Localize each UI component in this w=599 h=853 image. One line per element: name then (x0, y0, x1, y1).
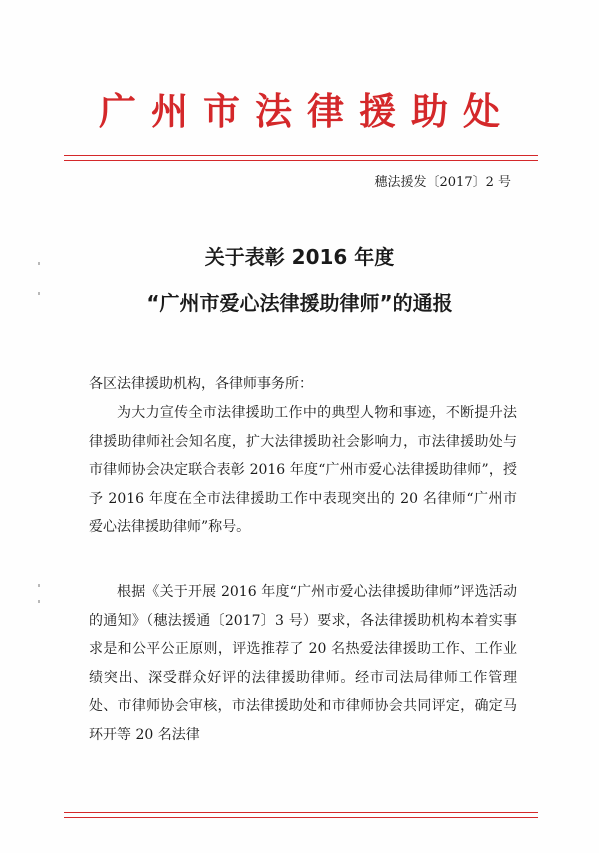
letterhead-divider-upper (64, 155, 538, 156)
letterhead-title: 广州市法律援助处 (99, 89, 515, 133)
scan-speck (38, 262, 40, 265)
document-number: 穗法援发〔2017〕2 号 (374, 175, 511, 190)
document-title-line-1: 关于表彰 2016 年度 (204, 245, 395, 269)
body-paragraph: 为大力宣传全市法律援助工作中的典型人物和事迹，不断提升法律援助律师社会知名度，扩大法律援助社会影响力，市法律援助处与市律师协会决定联合表彰 2016 年度“广州市爱心法律援助律师”，授予 2016 年度在全市法律援助工作中表现突出的 20 名律师“广州市爱心法律援助律师”称号。 (89, 405, 517, 535)
footer-divider-upper (64, 812, 538, 813)
document-title-line-2: “广州市爱心法律援助律师”的通报 (146, 291, 453, 315)
scan-speck (38, 292, 40, 295)
letterhead-divider-lower (64, 160, 538, 161)
scan-speck (38, 600, 40, 603)
scan-speck (38, 584, 40, 587)
body-paragraph: 根据《关于开展 2016 年度“广州市爱心法律援助律师”评选活动的通知》（穗法援通〔2017〕3 号）要求，各法律援助机构本着实事求是和公平公正原则，评选推荐了 20 名热爱法律援助工作、工作业绩突出、深受群众好评的法律援助律师。经市司法局律师工作管理处、市律师协会审核，市法律援助处和市律师协会共同评定，确定马环开等 20 名法律 (89, 584, 517, 743)
footer-divider-lower (64, 817, 538, 818)
salutation: 各区法律援助机构，各律师事务所： (89, 376, 313, 392)
